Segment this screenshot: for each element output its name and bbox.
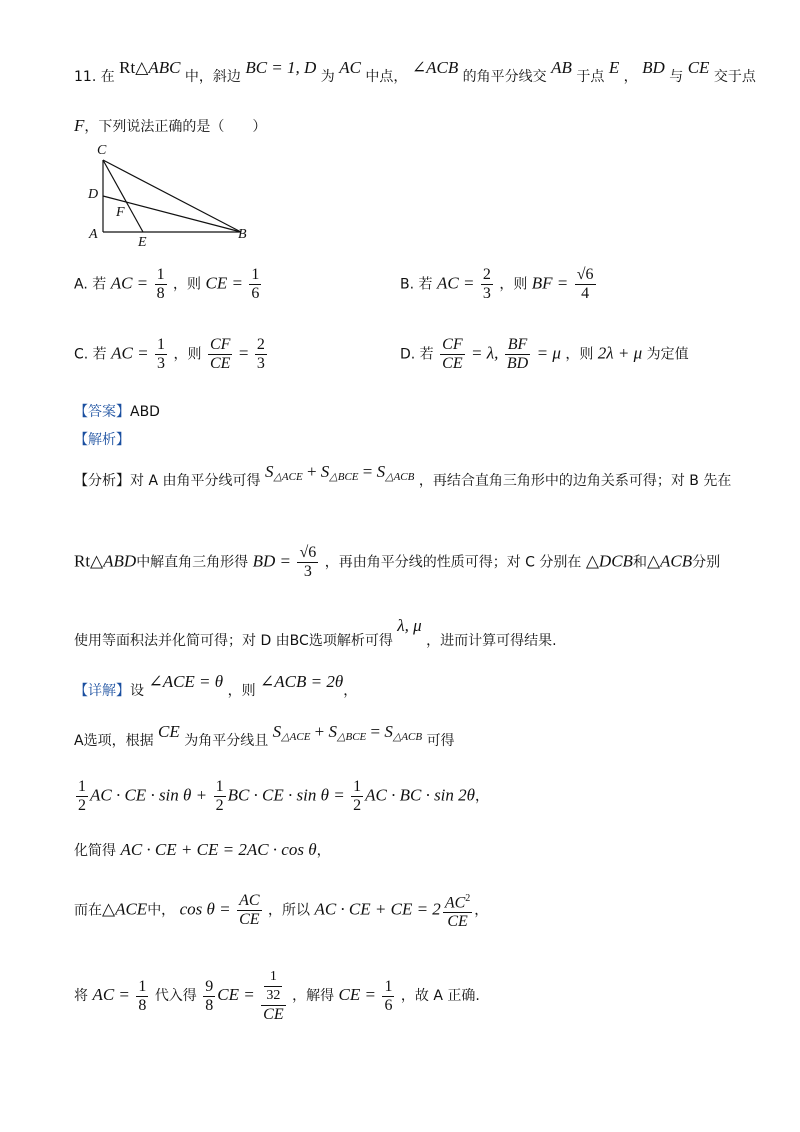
option-a: A. 若 AC = $\frac{1}{8}$ ，则 CE = $\frac{1}{6}$ bbox=[74, 266, 260, 302]
jiexi-tag: 【解析】 bbox=[74, 432, 130, 448]
option-b: B. 若 AC = $\frac{2}{3}$ ，则 BF = $\frac{√6}{4}$ bbox=[400, 266, 594, 302]
detail-line-1: 【详解】设 ∠ACE = θ ，则 ∠ACB = 2θ， bbox=[74, 672, 358, 699]
equation-area: $\frac{1}{2}$ AC · CE · sin θ + $\frac{1}{2}$ BC · CE · sin θ = $\frac{1}{2}$ AC · BC · sin 2θ， bbox=[78, 778, 490, 814]
answer-value: ABD bbox=[130, 404, 160, 420]
analysis-line-3: 使用等面积法并化简可得；对 D 由BC选项解析可得 λ, μ ，进而计算可得结果. bbox=[74, 616, 557, 649]
jiexi-line bbox=[74, 430, 130, 450]
option-c: C. 若 AC = $\frac{1}{3}$ ，则 $\frac{CF}{CE}$ = $\frac{2}{3}$ bbox=[74, 336, 265, 372]
label-e: E bbox=[138, 235, 147, 250]
detail-line-2: A选项，根据 CE 为角平分线且 $S_{\triangle ACE} + S_{\triangle BCE} = S_{\triangle ACB}$ 可得 bbox=[74, 722, 455, 749]
label-f: F bbox=[116, 205, 125, 220]
simplify-line: 化简得 AC · CE + CE = 2AC · cos θ， bbox=[74, 840, 331, 859]
answer-tag: 【答案】 bbox=[74, 404, 130, 420]
label-c: C bbox=[97, 143, 107, 158]
option-d: D. 若 $\frac{CF}{CE}$ = λ, $\frac{BF}{BD}$ = μ ，则 2λ + μ 为定值 bbox=[400, 336, 689, 372]
label-d: D bbox=[88, 187, 99, 202]
side-cb bbox=[103, 160, 241, 232]
label-b: B bbox=[238, 227, 247, 242]
analysis-line-1: 【分析】对 A 由角平分线可得 $S_{\triangle ACE} + S_{\triangle BCE} = S_{\triangle ACB}$ ，再结合直角三角形中的边角关系可得；对 B 先在 bbox=[74, 462, 732, 489]
answer-line bbox=[74, 402, 160, 422]
label-a: A bbox=[89, 227, 98, 242]
triangle-figure bbox=[86, 140, 256, 250]
substitute-line: 将 AC = $\frac{1}{8}$ 代入得 $\frac{9}{8}$ CE = $\frac{\frac{1}{32}}{CE}$ ，解得 CE = $\frac{1}{6}$ ，故 A 正确. bbox=[74, 969, 480, 1023]
question-line-1: 11. 在 Rt△ABC 中，斜边 BC = 1, D 为 AC 中点， ∠ACB 的角平分线交 AB 于点 E ， BD 与 CE 交于点 bbox=[74, 58, 756, 85]
question-line-2: F，下列说法正确的是（ ） bbox=[74, 116, 267, 135]
question-number: 11. bbox=[74, 69, 97, 85]
analysis-line-2: Rt△ABD中解直角三角形得 BD = $\frac{√6}{3}$ ，再由角平分线的性质可得；对 C 分别在 △DCB和△ACB分别 bbox=[74, 544, 721, 580]
cos-line: 而在△ACE中， cos θ = $\frac{AC}{CE}$ ，所以 AC · CE + CE = 2 $\frac{AC^2}{CE}$ ， bbox=[74, 890, 488, 931]
